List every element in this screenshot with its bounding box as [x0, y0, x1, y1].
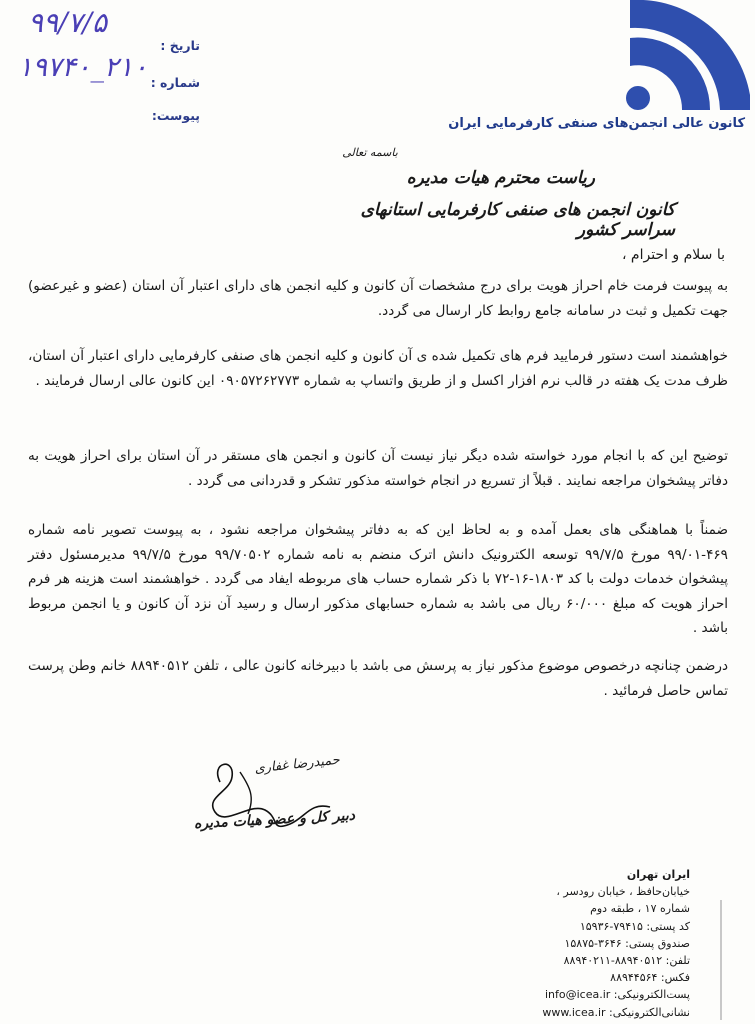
paragraph-explanation: توضیح این که با انجام مورد خواسته شده دیگر نیاز نیست آن کانون و انجمن های مستقر در آن استان برای احراز هویت به دفاتر پیشخوان مراجعه نمایند . قبلاً از تسریع در انجام خواسته مذکور تشکر و قدردانی می گردد .	[28, 448, 728, 489]
footer-postal-code: کد پستی: ۷۹۴۱۵-۱۵۹۳۶	[579, 919, 690, 933]
organization-name: کانون عالی انجمن‌های صنفی کارفرمایی ایران	[448, 116, 745, 131]
paragraph-request: خواهشمند است دستور فرمایید فرم های تکمیل شده ی آن کانون و کلیه انجمن های صنفی کارفرمایی دارای اعتبار آن استان، ظرف مدت یک هفته در قالب نرم افزار اکسل و از طریق واتساپ به شماره ۰۹۰۵۷۲۶۲۷۷۳ این کانون عالی ارسال فرمایند .	[28, 348, 728, 389]
footer-building: شماره ۱۷ ، طبقه دوم	[590, 902, 690, 916]
footer-address	[540, 866, 690, 1021]
footer-street: خیابان‌حافظ ، خیابان رودسر ،	[556, 885, 690, 899]
footer-divider	[720, 900, 722, 1020]
footer-po-box: صندوق پستی: ۳۶۴۶-۱۵۸۷۵	[564, 936, 690, 950]
signer-name: حمیدرضا غفاری	[253, 752, 341, 777]
signer-title: دبیر کل و عضو هیات مدیره	[193, 807, 356, 833]
paragraph-attachment: به پیوست فرمت خام احراز هویت برای درج مشخصات آن کانون و کلیه انجمن های دارای اعتبار آن استان (عضو و غیرعضو) جهت تکمیل و ثبت در سامانه جامع روابط کار ارسال می گردد.	[28, 278, 728, 319]
attachment-label: پیوست:	[151, 108, 200, 123]
date-label: تاریخ :	[160, 38, 200, 53]
footer-country-city: ایران تهران	[626, 868, 690, 881]
footer-website: نشانی‌الکترونیکی: www.icea.ir	[542, 1005, 690, 1019]
date-value: ۹۹/۷/۵	[28, 6, 108, 39]
paragraph-payment: ضمناً با هماهنگی های بعمل آمده و به لحاظ این که به دفاتر پیشخوان مراجعه نشود ، به پیوست تصویر نامه شماره ۴۶۹-۹۹/۰۱ مورخ ۹۹/۷/۵ توسعه الکترونیک دانش اترک منضم به نامه شماره ۹۹/۷۰۵۰۲ مورخ ۹۹/۷/۵ مدیرمسئول دفتر پیشخوان خدمات دولت با کد ۱۸۰۳-۱۶-۷۲ با ذکر شماره حساب های مربوطه ایفاد می گردد . خواهشمند است هزینه هر فرم احراز هویت که مبلغ ۶۰/۰۰۰ ریال می باشد به شماره حسابهای مذکور ارسال و رسید آن نزد آن کانون و یا انجمن مربوط باشد .	[28, 522, 729, 637]
recipient-line-1: ریاست محترم هیات مدیره	[406, 168, 595, 188]
number-value: ۱۹۷۴۰_۲۱۰	[18, 52, 148, 83]
greeting: با سلام و احترام ،	[621, 247, 725, 263]
footer-email: پست‌الکترونیکی: info@icea.ir	[544, 988, 690, 1002]
bismillah: باسمه تعالی	[342, 146, 398, 159]
footer-fax: فکس: ۸۸۹۴۴۵۶۴	[610, 971, 690, 985]
icea-logo	[560, 0, 750, 110]
number-label: شماره :	[150, 75, 200, 90]
footer-phone: تلفن: ۸۸۹۴۰۵۱۲-۸۸۹۴۰۲۱۱	[563, 954, 690, 968]
paragraph-contact: درضمن چنانچه درخصوص موضوع مذکور نیاز به پرسش می باشد با دبیرخانه کانون عالی ، تلفن ۸۸۹۴۰۵۱۲ خانم وطن پرست تماس حاصل فرمائید .	[28, 658, 728, 699]
recipient-line-2: کانون انجمن های صنفی کارفرمایی استانهای سراسر کشور	[360, 200, 675, 240]
